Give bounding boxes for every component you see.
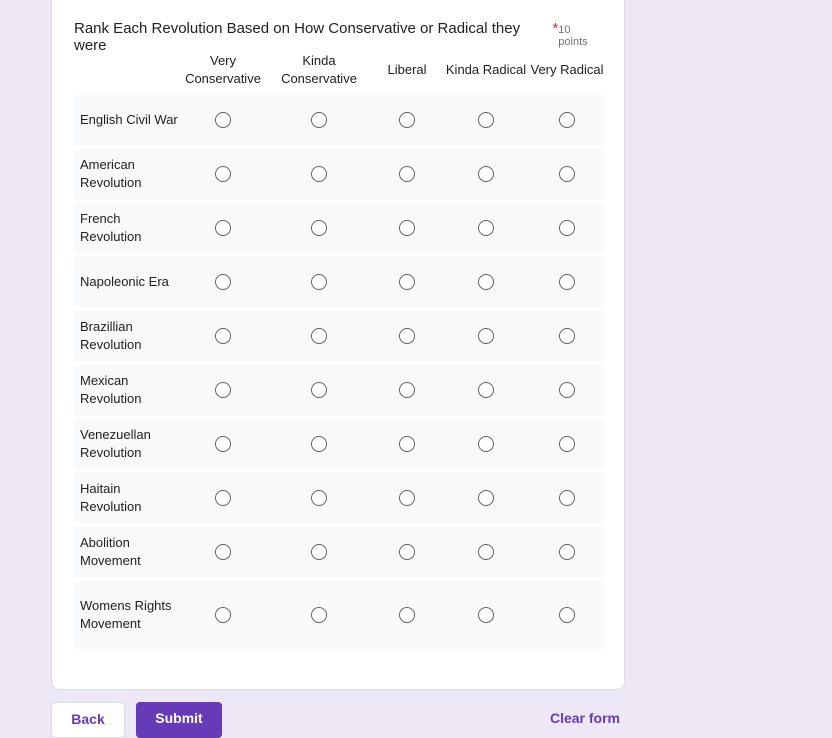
radio-cell <box>180 166 266 182</box>
radio-cell <box>530 220 604 236</box>
radio-button[interactable] <box>478 166 494 182</box>
radio-button[interactable] <box>399 490 415 506</box>
radio-button[interactable] <box>399 544 415 560</box>
radio-button[interactable] <box>399 166 415 182</box>
radio-cell <box>372 382 442 398</box>
back-button[interactable]: Back <box>51 702 125 738</box>
radio-button[interactable] <box>399 112 415 128</box>
radio-cell <box>180 436 266 452</box>
row-label: Womens Rights Movement <box>80 598 172 631</box>
radio-button[interactable] <box>478 274 494 290</box>
radio-cell <box>180 220 266 236</box>
radio-button[interactable] <box>559 112 575 128</box>
radio-button[interactable] <box>215 436 231 452</box>
radio-button[interactable] <box>559 328 575 344</box>
radio-cell <box>442 166 530 182</box>
radio-button[interactable] <box>399 274 415 290</box>
question-card <box>51 0 625 690</box>
radio-cell <box>372 544 442 560</box>
radio-button[interactable] <box>215 328 231 344</box>
radio-cell <box>266 328 372 344</box>
row-label: Mexican Revolution <box>80 373 142 406</box>
radio-button[interactable] <box>399 607 415 623</box>
radio-button[interactable] <box>559 166 575 182</box>
radio-cell <box>372 436 442 452</box>
grid-row <box>74 473 604 523</box>
radio-button[interactable] <box>559 544 575 560</box>
radio-button[interactable] <box>311 166 327 182</box>
radio-button[interactable] <box>311 436 327 452</box>
radio-cell <box>180 112 266 128</box>
radio-cell <box>442 328 530 344</box>
radio-button[interactable] <box>311 382 327 398</box>
radio-cell <box>266 382 372 398</box>
radio-button[interactable] <box>559 607 575 623</box>
radio-button[interactable] <box>311 112 327 128</box>
radio-cell <box>266 544 372 560</box>
radio-button[interactable] <box>215 382 231 398</box>
radio-cell <box>266 607 372 623</box>
radio-cell <box>530 607 604 623</box>
radio-button[interactable] <box>215 544 231 560</box>
radio-cell <box>180 544 266 560</box>
submit-button[interactable]: Submit <box>136 702 222 738</box>
radio-cell <box>372 274 442 290</box>
radio-cell <box>372 220 442 236</box>
radio-cell <box>530 328 604 344</box>
radio-cell <box>266 436 372 452</box>
column-header: Very Radical <box>530 62 604 77</box>
radio-button[interactable] <box>311 328 327 344</box>
radio-cell <box>372 328 442 344</box>
radio-button[interactable] <box>478 490 494 506</box>
radio-cell <box>442 274 530 290</box>
column-header: Liberal <box>387 62 427 77</box>
radio-cell <box>372 607 442 623</box>
radio-button[interactable] <box>478 382 494 398</box>
radio-button[interactable] <box>311 274 327 290</box>
radio-cell <box>530 544 604 560</box>
radio-cell <box>266 112 372 128</box>
radio-cell <box>266 220 372 236</box>
radio-button[interactable] <box>478 220 494 236</box>
column-header: Kinda Conservative <box>281 53 357 86</box>
grid-row <box>74 203 604 253</box>
radio-cell <box>442 607 530 623</box>
radio-cell <box>442 490 530 506</box>
radio-cell <box>372 166 442 182</box>
radio-cell <box>530 436 604 452</box>
row-label: Abolition Movement <box>80 535 141 568</box>
row-label: Haitain Revolution <box>80 481 142 514</box>
radio-cell <box>442 112 530 128</box>
points-label: 10 points <box>558 24 588 48</box>
row-label: Napoleonic Era <box>80 274 169 289</box>
radio-cell <box>180 328 266 344</box>
required-asterisk: * <box>552 20 559 37</box>
radio-button[interactable] <box>311 220 327 236</box>
radio-cell <box>266 166 372 182</box>
column-header: Very Conservative <box>185 53 261 86</box>
radio-cell <box>266 490 372 506</box>
radio-button[interactable] <box>478 328 494 344</box>
radio-button[interactable] <box>311 544 327 560</box>
row-label: American Revolution <box>80 157 142 190</box>
grid-row <box>74 95 604 145</box>
radio-cell <box>530 274 604 290</box>
radio-button[interactable] <box>559 220 575 236</box>
grid-row <box>74 581 604 649</box>
grid-row <box>74 311 604 361</box>
choice-grid <box>74 49 604 649</box>
radio-button[interactable] <box>399 220 415 236</box>
radio-button[interactable] <box>215 112 231 128</box>
radio-button[interactable] <box>478 607 494 623</box>
row-label: Brazillian Revolution <box>80 319 142 352</box>
radio-button[interactable] <box>478 436 494 452</box>
radio-cell <box>530 166 604 182</box>
radio-button[interactable] <box>311 607 327 623</box>
radio-button[interactable] <box>399 382 415 398</box>
radio-cell <box>180 490 266 506</box>
radio-button[interactable] <box>478 112 494 128</box>
grid-row <box>74 149 604 199</box>
radio-button[interactable] <box>559 382 575 398</box>
radio-button[interactable] <box>559 274 575 290</box>
radio-button[interactable] <box>215 166 231 182</box>
radio-button[interactable] <box>478 544 494 560</box>
radio-cell <box>372 490 442 506</box>
radio-cell <box>530 490 604 506</box>
radio-cell <box>530 112 604 128</box>
clear-form-link[interactable]: Clear form <box>549 710 620 726</box>
radio-button[interactable] <box>215 274 231 290</box>
radio-cell <box>266 274 372 290</box>
question-title: Rank Each Revolution Based on How Conservative or Radical they were <box>74 20 521 54</box>
row-label: Venezuellan Revolution <box>80 427 151 460</box>
radio-button[interactable] <box>559 490 575 506</box>
radio-button[interactable] <box>215 490 231 506</box>
grid-row <box>74 257 604 307</box>
radio-button[interactable] <box>215 607 231 623</box>
radio-button[interactable] <box>311 490 327 506</box>
column-header: Kinda Radical <box>445 62 527 77</box>
radio-button[interactable] <box>559 436 575 452</box>
radio-cell <box>372 112 442 128</box>
grid-row <box>74 365 604 415</box>
radio-cell <box>442 382 530 398</box>
row-label: English Civil War <box>80 112 178 127</box>
radio-cell <box>442 544 530 560</box>
grid-row <box>74 527 604 577</box>
radio-button[interactable] <box>399 328 415 344</box>
grid-row <box>74 419 604 469</box>
grid-rows <box>74 95 604 649</box>
radio-cell <box>180 274 266 290</box>
radio-cell <box>442 220 530 236</box>
radio-cell <box>180 607 266 623</box>
radio-cell <box>180 382 266 398</box>
row-label: French Revolution <box>80 211 142 244</box>
grid-header <box>74 49 604 91</box>
radio-button[interactable] <box>399 436 415 452</box>
radio-cell <box>530 382 604 398</box>
radio-cell <box>442 436 530 452</box>
radio-button[interactable] <box>215 220 231 236</box>
